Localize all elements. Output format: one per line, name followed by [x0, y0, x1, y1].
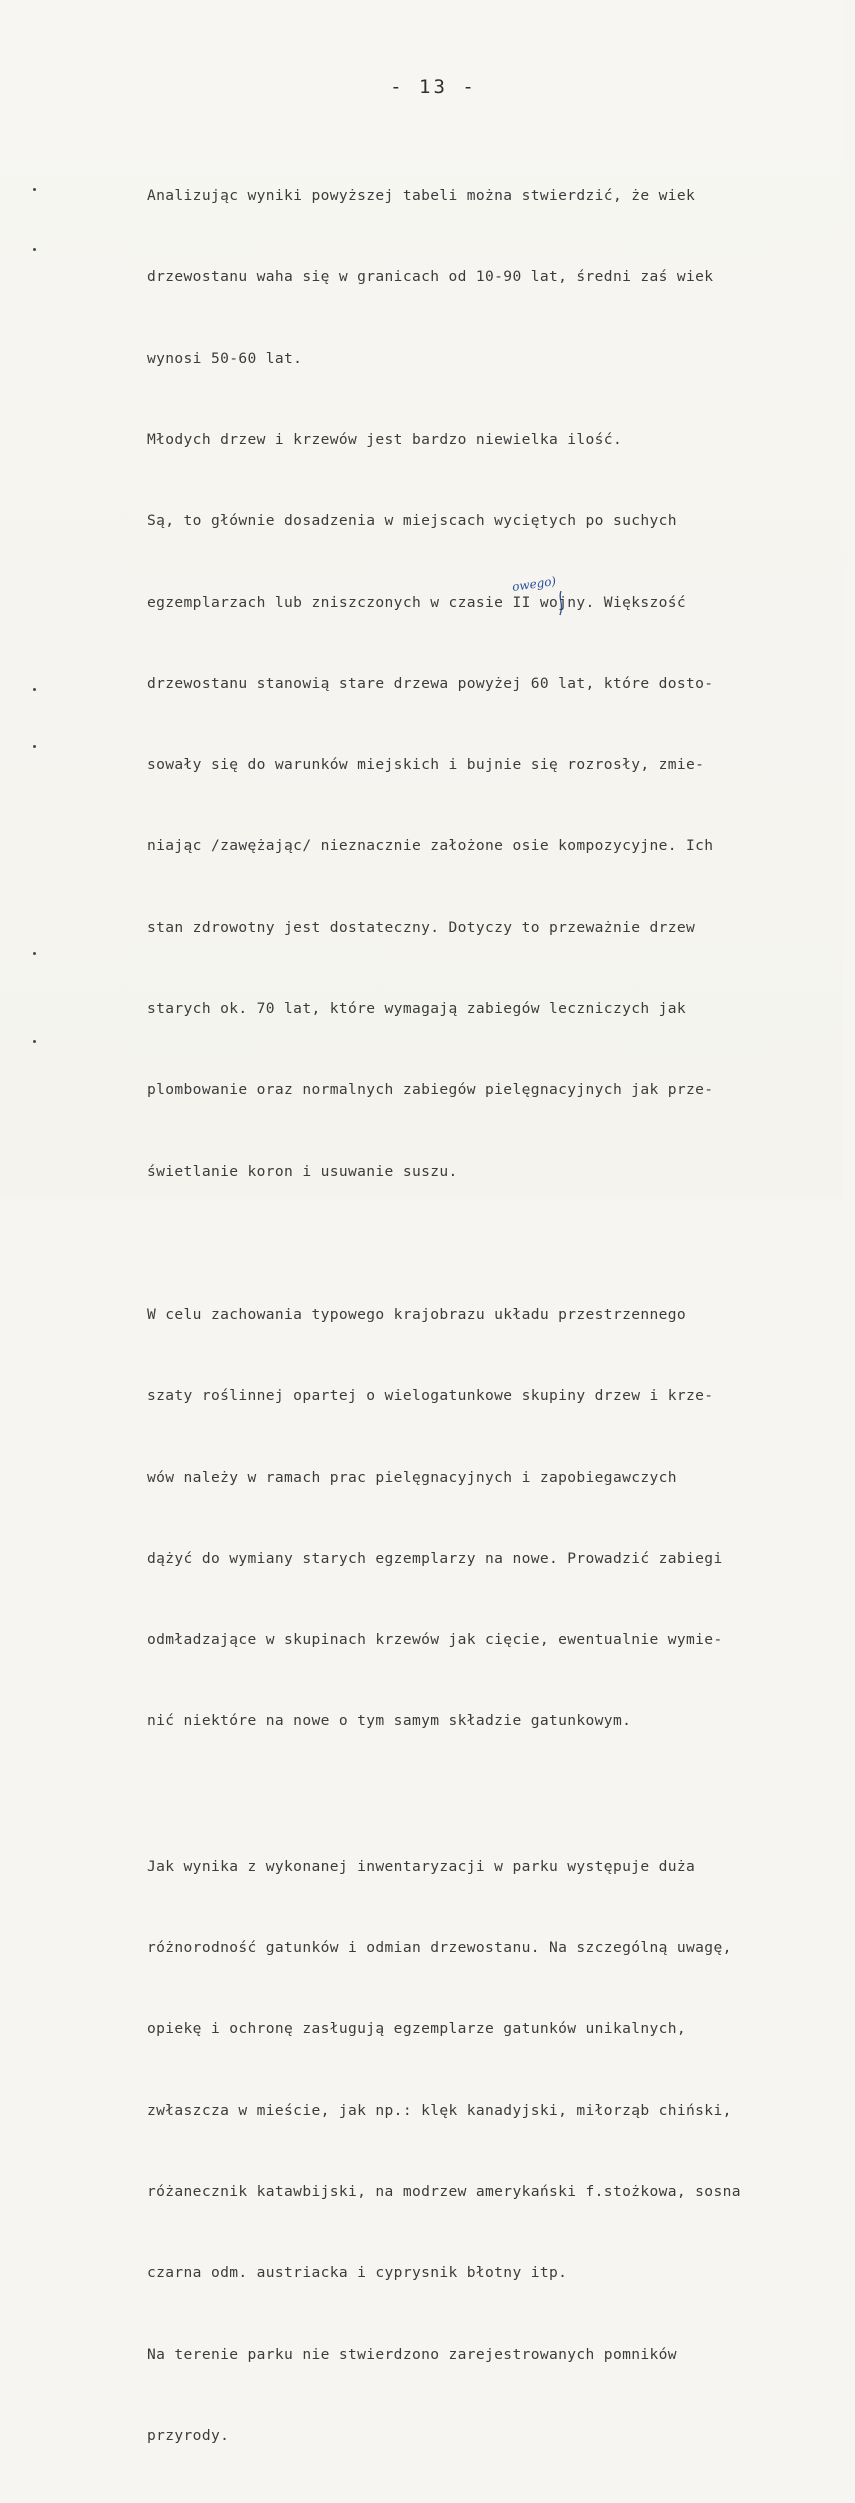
text-line: stan zdrowotny jest dostateczny. Dotyczy to przeważnie drzew — [147, 918, 696, 936]
text-line: drzewostanu waha się w granicach od 10-90 lat, średni zaś wiek — [147, 268, 714, 286]
text-line: Są, to głównie dosadzenia w miejscach wyciętych po suchych — [147, 512, 677, 530]
text-line: W celu zachowania typowego krajobrazu układu przestrzennego — [147, 1306, 687, 1324]
text-line: różanecznik katawbijski, na modrzew amerykański f.stożkowa, sosna — [147, 2183, 741, 2201]
text-line: egzemplarzach lub zniszczonych w czasie II wojny. Większość — [147, 593, 687, 611]
text-line: drzewostanu stanowią stare drzewa powyżej 60 lat, które dosto- — [147, 674, 714, 692]
text-line: Jak wynika z wykonanej inwentaryzacji w parku występuje duża — [147, 1857, 696, 1875]
text-line: Młodych drzew i krzewów jest bardzo niewielka ilość. — [147, 431, 623, 449]
text-line: plombowanie oraz normalnych zabiegów pielęgnacyjnych jak prze- — [147, 1081, 714, 1099]
margin-mark — [33, 1040, 36, 1043]
margin-mark — [33, 745, 36, 748]
text-line: Na terenie parku nie stwierdzono zarejestrowanych pomników — [147, 2345, 677, 2363]
text-line: Analizując wyniki powyższej tabeli można stwierdzić, że wiek — [147, 187, 696, 205]
text-line: starych ok. 70 lat, które wymagają zabiegów leczniczych jak — [147, 1000, 687, 1017]
text-line: szaty roślinnej opartej o wielogatunkowe skupiny drzew i krze- — [147, 1387, 714, 1405]
text-line: niając /zawężając/ nieznacznie założone osie kompozycyjne. Ich — [147, 837, 714, 855]
text-line: świetlanie koron i usuwanie suszu. — [147, 1162, 458, 1180]
text-line: wów należy w ramach prac pielęgnacyjnych i zapobiegawczych — [147, 1468, 677, 1486]
margin-mark — [33, 188, 36, 191]
body-text — [147, 128, 827, 2503]
text-line: opiekę i ochronę zasługują egzemplarze gatunków unikalnych, — [147, 2020, 687, 2038]
text-line: dążyć do wymiany starych egzemplarzy na nowe. Prowadzić zabiegi — [147, 1549, 723, 1567]
text-line: odmładzające w skupinach krzewów jak cięcie, ewentualnie wymie- — [147, 1631, 723, 1649]
page-number: - 13 - — [390, 76, 477, 98]
text-line: wynosi 50-60 lat. — [147, 349, 303, 367]
text-line: przyrody. — [147, 2426, 230, 2444]
margin-mark — [33, 688, 36, 691]
margin-mark — [33, 248, 36, 251]
text-line: sowały się do warunków miejskich i bujnie się rozrosły, zmie- — [147, 756, 705, 774]
text-line: różnorodność gatunków i odmian drzewostanu. Na szczególną uwagę, — [147, 1939, 732, 1957]
text-line: nić niektóre na nowe o tym samym składzie gatunkowym. — [147, 1712, 632, 1730]
text-line: zwłaszcza w mieście, jak np.: klęk kanadyjski, miłorząb chiński, — [147, 2101, 732, 2119]
handwritten-annotation: owego) — [511, 573, 557, 595]
margin-mark — [33, 952, 36, 955]
text-line: czarna odm. austriacka i cyprysnik błotny itp. — [147, 2264, 568, 2282]
